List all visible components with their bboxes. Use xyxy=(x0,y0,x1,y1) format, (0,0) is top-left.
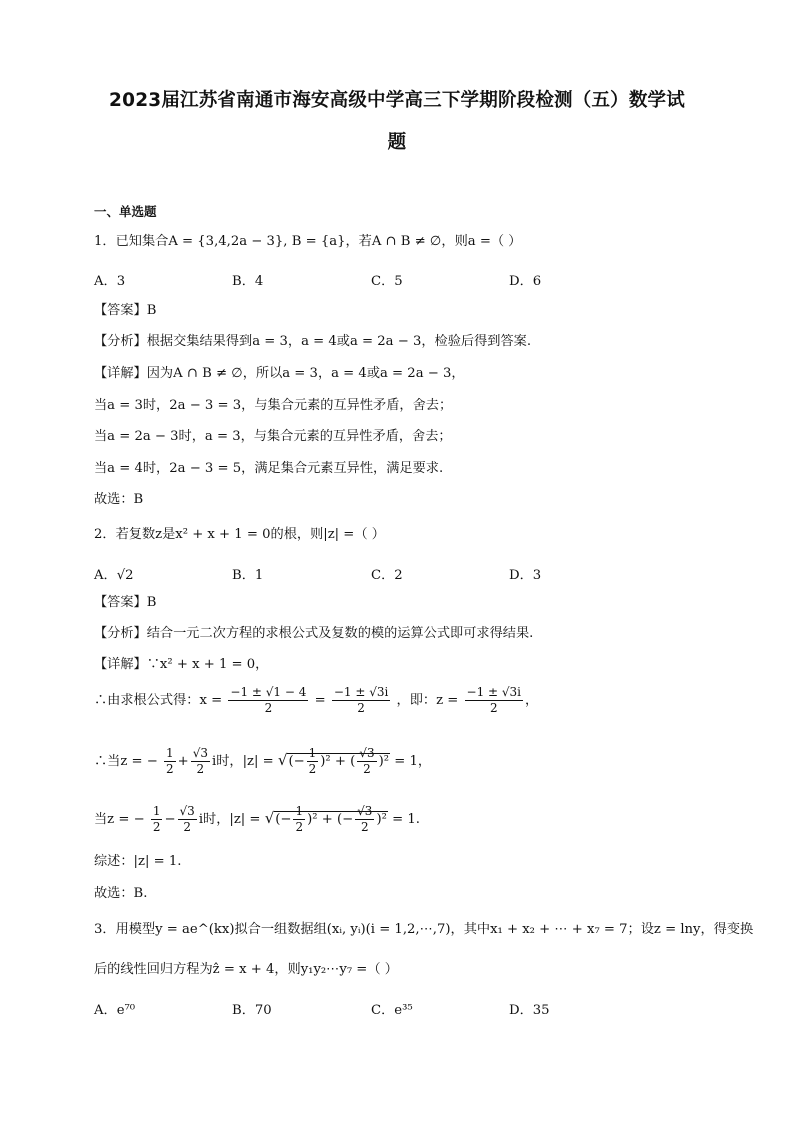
q2-case2-mid: i时，|z| = xyxy=(198,812,261,827)
q2-case1-sqrt3-half xyxy=(191,746,210,777)
q2-case1-radicand: (− $\frac{1}{2}$ )² + ( $\frac{√3}{2}$ )² xyxy=(288,746,390,776)
q2-option-b: B．1 xyxy=(232,568,264,583)
q2-choice: 故选：B. xyxy=(94,886,148,901)
q2-root-mid: ，即：z = xyxy=(396,693,459,708)
q2-case2-r-sqrt3-num: √3 xyxy=(357,804,373,818)
q2-case2-half xyxy=(151,804,163,835)
q2-root-numerator-3: −1 ± √3i xyxy=(466,685,522,699)
q2-case1-r-sqrt3-den: 2 xyxy=(363,762,371,776)
q2-case1-sqrt3-num: √3 xyxy=(192,746,208,760)
q2-option-c: C．2 xyxy=(371,568,403,583)
q1-analysis: 【分析】根据交集结果得到a = 3，a = 4或a = 2a − 3，检验后得到答案. xyxy=(94,334,532,349)
q2-answer: 【答案】B xyxy=(94,595,157,610)
q1-option-b: B．4 xyxy=(232,274,264,289)
q2-analysis: 【分析】结合一元二次方程的求根公式及复数的模的运算公式即可求得结果. xyxy=(94,626,534,641)
q2-root-fraction-1 xyxy=(228,685,308,716)
q3-option-c: C．e³⁵ xyxy=(371,1003,413,1018)
q2-case1-r-half-num: 1 xyxy=(308,746,317,760)
q1-option-c: C．5 xyxy=(371,274,403,289)
q2-option-d: D．3 xyxy=(509,568,542,583)
q2-case1-half-num: 1 xyxy=(166,746,174,760)
q2-case2-r-half-num: 1 xyxy=(295,804,304,818)
q2-case2-sqrt3-den: 2 xyxy=(183,820,191,834)
document-title-continued: 题 xyxy=(387,132,407,153)
q1-option-a: A．3 xyxy=(94,274,126,289)
q2-case2-prefix: 当z = − xyxy=(94,812,145,827)
q2-case1-half xyxy=(164,746,176,777)
q2-case2-radicand: (− $\frac{1}{2}$ )² + (− $\frac{√3}{2}$ )² xyxy=(275,804,387,834)
q2-case2-sqrt3-num: √3 xyxy=(179,804,195,818)
q2-case1-prefix: ∴当z = − xyxy=(94,754,158,769)
q1-detail: 【详解】因为A ∩ B ≠ ∅，所以a = 3，a = 4或a = 2a − 3， xyxy=(94,366,465,381)
q3-stem: 3．用模型y = ae^(kx)拟合一组数据组(xᵢ, yᵢ)(i = 1,2,⋯,7)，其中x₁ + x₂ + ⋯ + x₇ = 7；设z = lny，得变换 xyxy=(94,922,754,937)
q2-equals: = xyxy=(314,693,326,708)
q2-root-denominator-3: 2 xyxy=(489,701,498,715)
q2-case2-half-num: 1 xyxy=(152,804,161,818)
q2-case-2: 当z = − $\frac{1}{2}$ − $\frac{√3}{2}$ i时，|z| = √(− $\frac{1}{2}$ )² + (− $\frac{√3}{2}$ )² = 1. xyxy=(94,804,420,834)
q3-option-d: D．35 xyxy=(509,1003,550,1018)
q2-case2-radical: √ xyxy=(264,809,275,827)
q2-root-formula: ∴由求根公式得：x = $\frac{-1 \pm √1 - 4}{2}$ = $\frac{-1 \pm √3i}{2}$ ，即：z = $\frac{-1 \pm √3i}{2}$ ， xyxy=(94,685,539,715)
q2-root-numerator-2: −1 ± √3i xyxy=(333,685,389,699)
q2-detail: 【详解】∵x² + x + 1 = 0， xyxy=(94,657,269,672)
q2-case1-sqrt3-den: 2 xyxy=(196,762,205,776)
q1-choice: 故选：B xyxy=(94,492,144,507)
q3-stem-continued: 后的线性回归方程为ẑ = x + 4，则y₁y₂⋯y₇ =（ ） xyxy=(94,962,398,977)
q1-detail-case-3: 当a = 4时，2a − 3 = 5，满足集合元素互异性，满足要求. xyxy=(94,461,444,476)
q2-root-denominator-2: 2 xyxy=(357,701,365,715)
q1-stem: 1．已知集合A = {3,4,2a − 3}, B = {a}，若A ∩ B ≠ ∅，则a =（ ） xyxy=(94,234,522,249)
q2-case1-r-half-den: 2 xyxy=(308,762,317,776)
q2-root-denominator-1: 2 xyxy=(264,701,273,715)
q2-option-a: A．√2 xyxy=(94,568,134,583)
q2-case1-radical: √ xyxy=(277,751,288,769)
q1-detail-case-1: 当a = 3时，2a − 3 = 3，与集合元素的互异性矛盾，舍去； xyxy=(94,398,453,413)
q2-case2-r-half-den: 2 xyxy=(295,820,304,834)
q2-case1-tail: = 1， xyxy=(394,754,432,769)
q2-case-1: ∴当z = − $\frac{1}{2}$ + $\frac{√3}{2}$ i时，|z| = √(− $\frac{1}{2}$ )² + ( $\frac{√3}{2}$ )² = 1， xyxy=(94,746,432,776)
q2-root-numerator-1: −1 ± √1 − 4 xyxy=(230,685,307,699)
q2-case1-r-sqrt3-num: √3 xyxy=(359,746,375,760)
q3-option-a: A．e⁷⁰ xyxy=(94,1003,136,1018)
q2-case2-tail: = 1. xyxy=(392,812,420,827)
q3-option-b: B．70 xyxy=(232,1003,272,1018)
q2-stem: 2．若复数z是x² + x + 1 = 0的根，则|z| =（ ） xyxy=(94,527,385,542)
q2-root-fraction-3 xyxy=(465,685,524,716)
q2-root-prefix: ∴由求根公式得：x = xyxy=(94,693,223,708)
q2-case2-half-den: 2 xyxy=(152,820,161,834)
q2-case1-mid: i时，|z| = xyxy=(212,754,274,769)
q2-summary: 综述：|z| = 1. xyxy=(94,854,182,869)
section-heading: 一、单选题 xyxy=(94,204,157,219)
q2-case2-r-sqrt3-den: 2 xyxy=(360,820,369,834)
q2-case2-sqrt3-half xyxy=(178,804,197,835)
q2-case1-half-den: 2 xyxy=(166,762,174,776)
q1-option-d: D．6 xyxy=(509,274,542,289)
document-title: 2023届江苏省南通市海安高级中学高三下学期阶段检测（五）数学试 xyxy=(109,90,685,111)
q1-answer: 【答案】B xyxy=(94,303,157,318)
q1-detail-case-2: 当a = 2a − 3时，a = 3，与集合元素的互异性矛盾，舍去； xyxy=(94,429,452,444)
q2-root-fraction-2 xyxy=(332,685,391,716)
